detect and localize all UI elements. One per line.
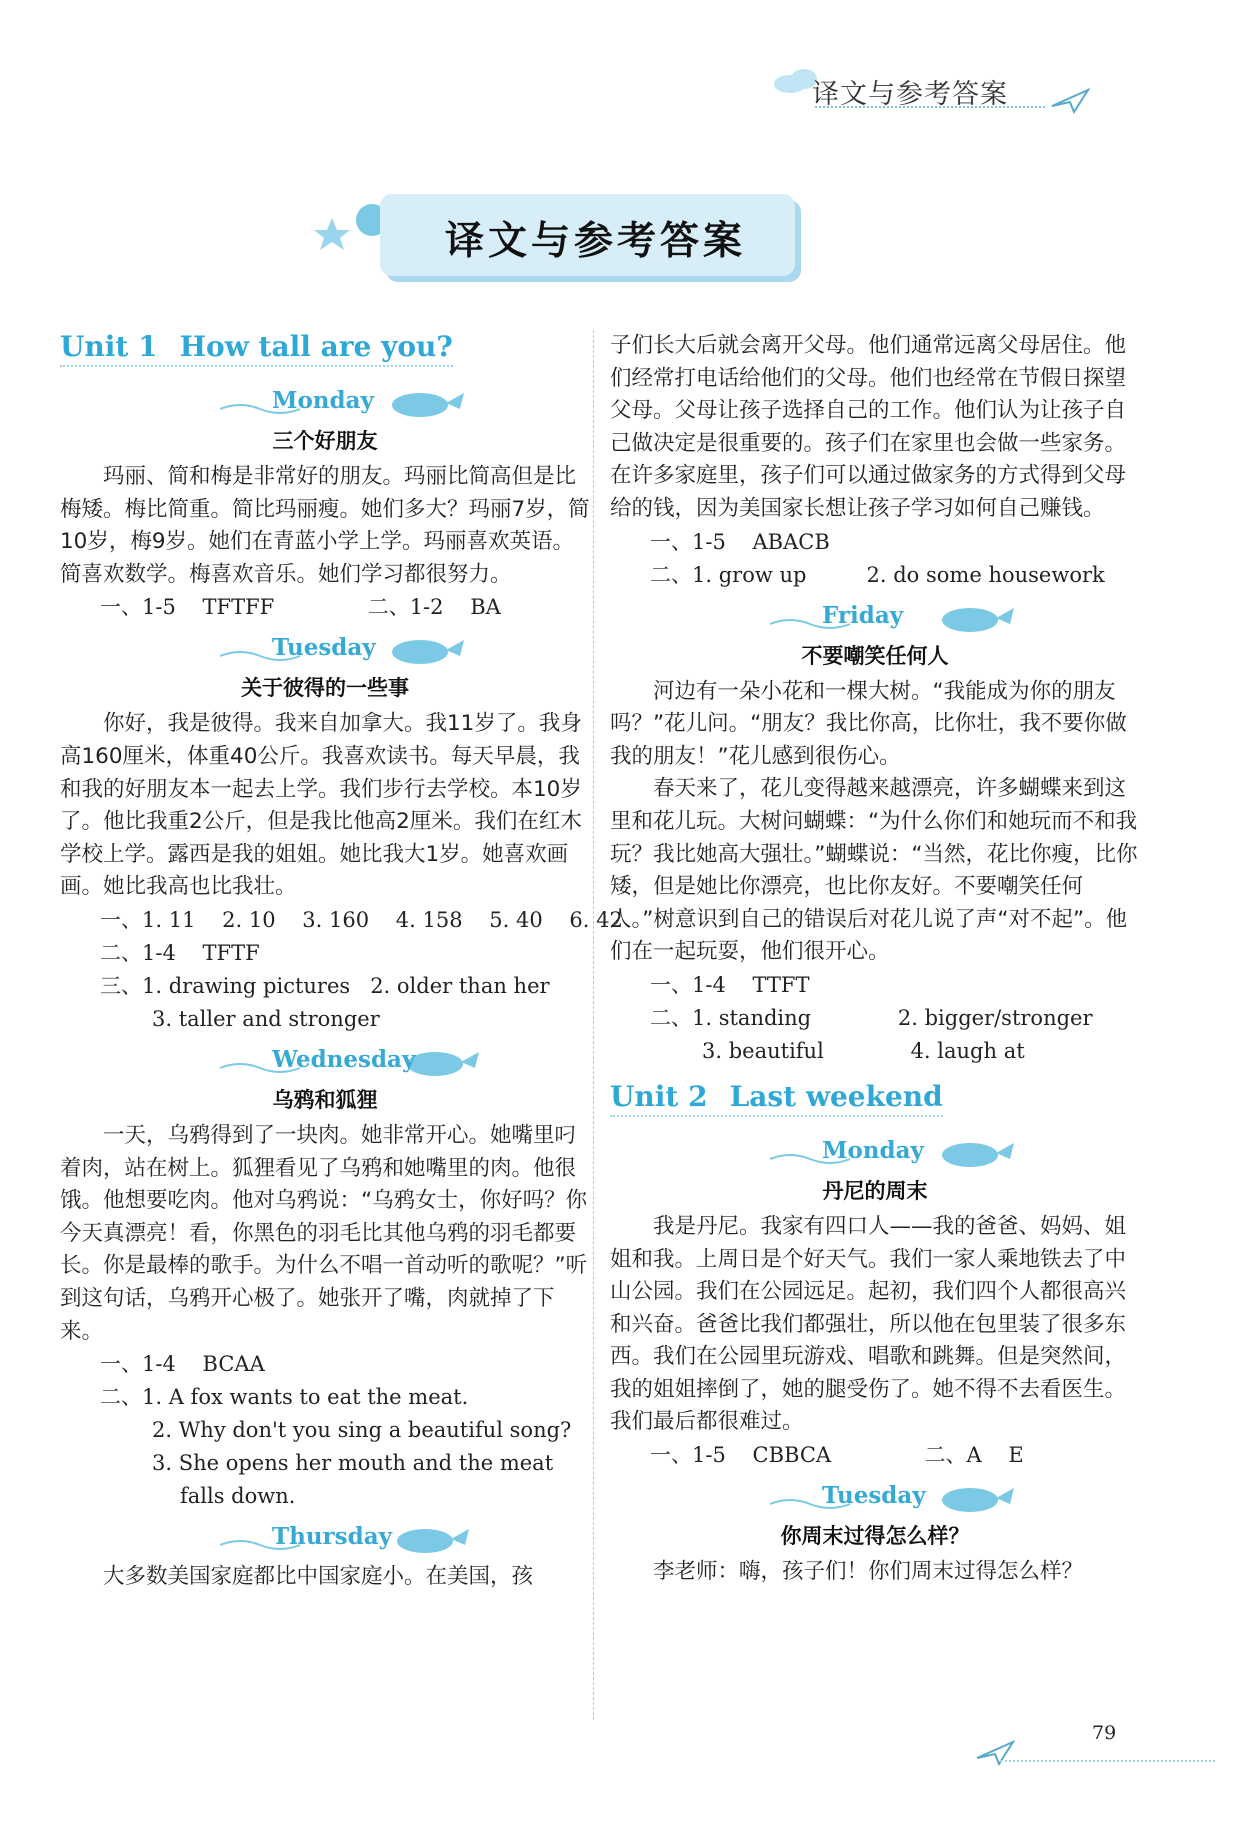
running-header-text: 译文与参考答案: [812, 79, 1008, 110]
right-column: [610, 330, 1140, 1589]
story-title: 丹尼的周末: [822, 1178, 928, 1203]
answer-line: 一、1-5 ABACB: [650, 529, 830, 554]
page-number: 79: [1092, 1722, 1117, 1744]
answer-line: 三、1. drawing pictures 2. older than her: [100, 973, 550, 998]
story-title: 不要嘲笑任何人: [801, 643, 949, 668]
story-text: 一天，乌鸦得到了一块肉。她非常开心。她嘴里叼着肉，站在树上。狐狸看见了乌鸦和她嘴里的肉。他很饿。他想要吃肉。他对乌鸦说：“乌鸦女士，你好吗？你今天真漂亮！看，你黑色的羽毛比其他乌鸦的羽毛都要长。你是最棒的歌手。为什么不唱一首动听的歌呢？”听到这句话，乌鸦开心极了。她张开了嘴，肉就掉了下来。: [60, 1122, 588, 1344]
answer-line: falls down.: [180, 1484, 296, 1509]
answer-line: 2. Why don't you sing a beautiful song?: [152, 1418, 572, 1443]
answer-line: 一、1-5 CBBCA 二、A E: [650, 1443, 1024, 1468]
column-divider: [593, 330, 594, 1720]
running-header: [760, 66, 1090, 126]
day-banner-tuesday: Tuesday: [610, 1476, 1140, 1516]
left-column: [60, 330, 623, 1594]
section-banner: [310, 180, 805, 290]
answer-line: 二、1-4 TFTF: [100, 940, 260, 965]
unit-heading: Unit 2 Last weekend: [610, 1080, 943, 1117]
unit-heading: Unit 1 How tall are you?: [60, 330, 453, 367]
day-banner-friday: Friday: [610, 596, 1140, 636]
paper-plane-icon: [975, 1738, 1015, 1768]
banner-title: 译文与参考答案: [445, 219, 747, 264]
story-text: 春天来了，花儿变得越来越漂亮，许多蝴蝶来到这里和花儿玩。大树问蝴蝶：“为什么你们和她玩而不和我玩？我比她高大强壮。”蝴蝶说：“当然，花比你瘦，比你矮，但是她比你漂亮，也比你友好。不要嘲笑任何人。”树意识到自己的错误后对花儿说了声“对不起”。他们在一起玩耍，他们很开心。: [610, 776, 1138, 965]
answer-line: 3. She opens her mouth and the meat: [152, 1451, 554, 1476]
answer-line: 二、1. grow up 2. do some housework: [650, 562, 1105, 587]
story-text: 你好，我是彼得。我来自加拿大。我11岁了。我身高160厘米，体重40公斤。我喜欢读书。每天早晨，我和我的好朋友本一起去上学。我们步行去学校。本10岁了。他比我重2公斤，但是我比他高2厘米。我们在红木学校上学。露西是我的姐姐。她比我大1岁。她喜欢画画。她比我高也比我壮。: [60, 711, 582, 900]
day-banner-monday: Monday: [60, 381, 590, 421]
answer-line: 一、1-4 TTFT: [650, 972, 810, 997]
story-text: 大多数美国家庭都比中国家庭小。在美国，孩: [103, 1564, 534, 1590]
story-text: 玛丽、简和梅是非常好的朋友。玛丽比简高但是比梅矮。梅比简重。简比玛丽瘦。她们多大？玛丽7岁，简10岁，梅9岁。她们在青蓝小学上学。玛丽喜欢英语。简喜欢数学。梅喜欢音乐。她们学习都很努力。: [60, 464, 590, 587]
answer-line: 二、1. standing 2. bigger/stronger: [650, 1005, 1093, 1030]
answer-line: 3. taller and stronger: [152, 1006, 380, 1031]
answer-line: 一、1-5 TFTFF 二、1-2 BA: [100, 595, 501, 620]
header-dotted-line: [815, 106, 1045, 108]
story-text: 我是丹尼。我家有四口人——我的爸爸、妈妈、姐姐和我。上周日是个好天气。我们一家人乘地铁去了中山公园。我们在公园远足。起初，我们四个人都很高兴和兴奋。爸爸比我们都强壮，所以他在包里装了很多东西。我们在公园里玩游戏、唱歌和跳舞。但是突然间，我的姐姐摔倒了，她的腿受伤了。她不得不去看医生。我们最后都很难过。: [610, 1213, 1127, 1435]
answer-line: 一、1-4 BCAA: [100, 1352, 265, 1377]
story-title: 关于彼得的一些事: [241, 676, 409, 701]
answer-line: 一、1. 11 2. 10 3. 160 4. 158 5. 40 6. 42: [100, 907, 623, 932]
story-title: 乌鸦和狐狸: [272, 1087, 378, 1112]
day-banner-thursday: Thursday: [60, 1517, 590, 1557]
day-banner-wednesday: Wednesday: [60, 1040, 590, 1080]
answer-line: 二、1. A fox wants to eat the meat.: [100, 1385, 469, 1410]
story-title: 三个好朋友: [272, 429, 378, 453]
day-banner-monday: Monday: [610, 1131, 1140, 1171]
story-text: 河边有一朵小花和一棵大树。“我能成为你的朋友吗？”花儿问。“朋友？我比你高，比你壮，我不要你做我的朋友！”花儿感到很伤心。: [610, 678, 1127, 769]
story-text: 子们长大后就会离开父母。他们通常远离父母居住。他们经常打电话给他们的父母。他们也经常在节假日探望父母。父母让孩子选择自己的工作。他们认为让孩子自己做决定是很重要的。孩子们在家里也会做一些家务。在许多家庭里，孩子们可以通过做家务的方式得到父母给的钱，因为美国家长想让孩子学习如何自己赚钱。: [610, 333, 1127, 521]
answer-line: 3. beautiful 4. laugh at: [702, 1038, 1025, 1063]
footer-dotted-line: [1000, 1760, 1215, 1762]
story-title: 你周末过得怎么样？: [780, 1524, 970, 1549]
day-banner-tuesday: Tuesday: [60, 628, 590, 668]
story-text: 李老师：嗨，孩子们！你们周末过得怎么样？: [653, 1559, 1084, 1585]
paper-plane-icon: [1050, 86, 1090, 116]
